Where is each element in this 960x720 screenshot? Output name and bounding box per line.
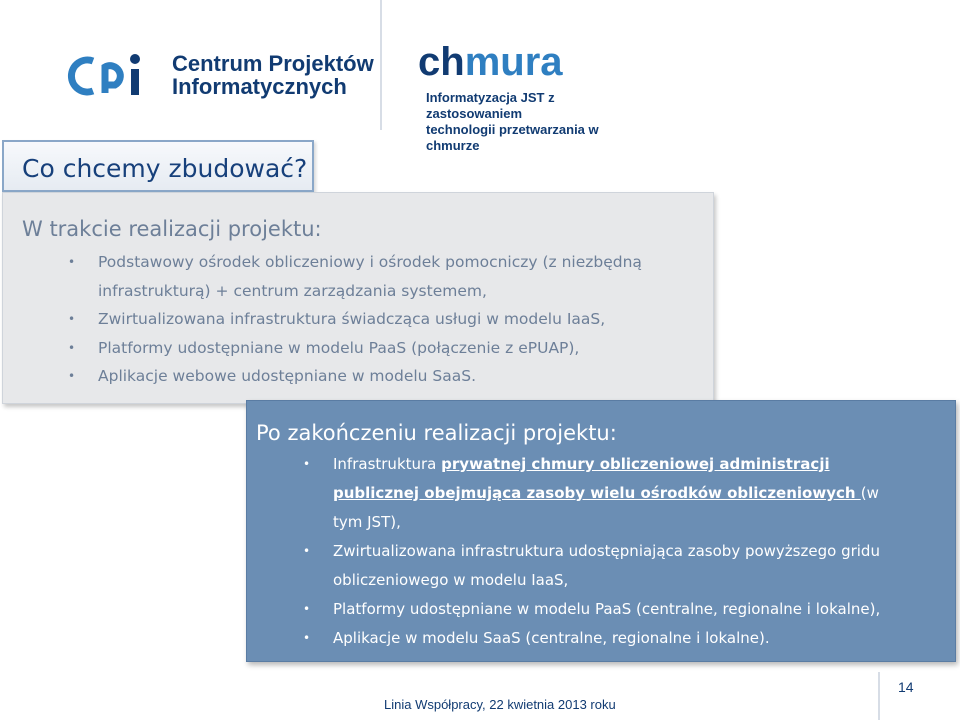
- chmura-sub-line-1: Informatyzacja JST z zastosowaniem: [426, 90, 555, 121]
- slide-title: Co chcemy zbudować?: [22, 154, 308, 183]
- page-number: 14: [898, 679, 914, 695]
- list-item-continuation: [303, 479, 943, 508]
- list-item: • Podstawowy ośrodek obliczeniowy i ośrodek pomocniczy (z niezbędną: [68, 248, 642, 277]
- list-item: • Aplikacje w modelu SaaS (centralne, regionalne i lokalne).: [303, 624, 943, 653]
- list-item: [303, 450, 943, 479]
- list-item-continuation: obliczeniowego w modelu IaaS,: [333, 571, 569, 589]
- after-project-heading: Po zakończeniu realizacji projektu:: [256, 421, 617, 445]
- chmura-sub-line-2: technologii przetwarzania w chmurze: [426, 122, 599, 153]
- chmura-title: [418, 42, 563, 82]
- chmura-title-ch: ch: [418, 40, 465, 84]
- chmura-subtitle: [426, 90, 648, 154]
- list-item: • Zwirtualizowana infrastruktura świadcząca usługi w modelu IaaS,: [68, 305, 642, 334]
- cpi-line-2: Informatycznych: [172, 74, 347, 99]
- item1-underlined-1: prywatnej chmury obliczeniowej administracji: [441, 455, 830, 473]
- list-item: • Platformy udostępniane w modelu PaaS (centralne, regionalne i lokalne),: [303, 595, 943, 624]
- after-project-list: [303, 450, 943, 653]
- list-item: • Aplikacje webowe udostępniane w modelu SaaS.: [68, 362, 642, 391]
- item1-text: Infrastruktura: [333, 455, 442, 473]
- item1-tail: (w: [860, 484, 879, 502]
- cpi-logo-text: [172, 52, 374, 98]
- chmura-title-mura: mura: [464, 40, 563, 84]
- list-item: • Zwirtualizowana infrastruktura udostępniająca zasoby powyższego gridu: [303, 537, 943, 566]
- footer-text: Linia Współpracy, 22 kwietnia 2013 roku: [384, 697, 616, 712]
- item1-underlined-2: publicznej obejmująca zasoby wielu ośrodków obliczeniowych: [333, 484, 861, 502]
- cpi-logo-icon: [63, 53, 163, 98]
- during-project-heading: W trakcie realizacji projektu:: [22, 217, 322, 241]
- header-divider: [380, 0, 382, 130]
- list-item: • Platformy udostępniane w modelu PaaS (połączenie z ePUAP),: [68, 334, 642, 363]
- list-item-continuation: tym JST),: [333, 513, 401, 531]
- footer-divider: [878, 672, 880, 720]
- list-item-continuation: infrastrukturą) + centrum zarządzania systemem,: [98, 281, 487, 300]
- chmura-logo: [418, 40, 648, 153]
- cpi-line-1: Centrum Projektów: [172, 51, 374, 76]
- during-project-list: [68, 248, 642, 391]
